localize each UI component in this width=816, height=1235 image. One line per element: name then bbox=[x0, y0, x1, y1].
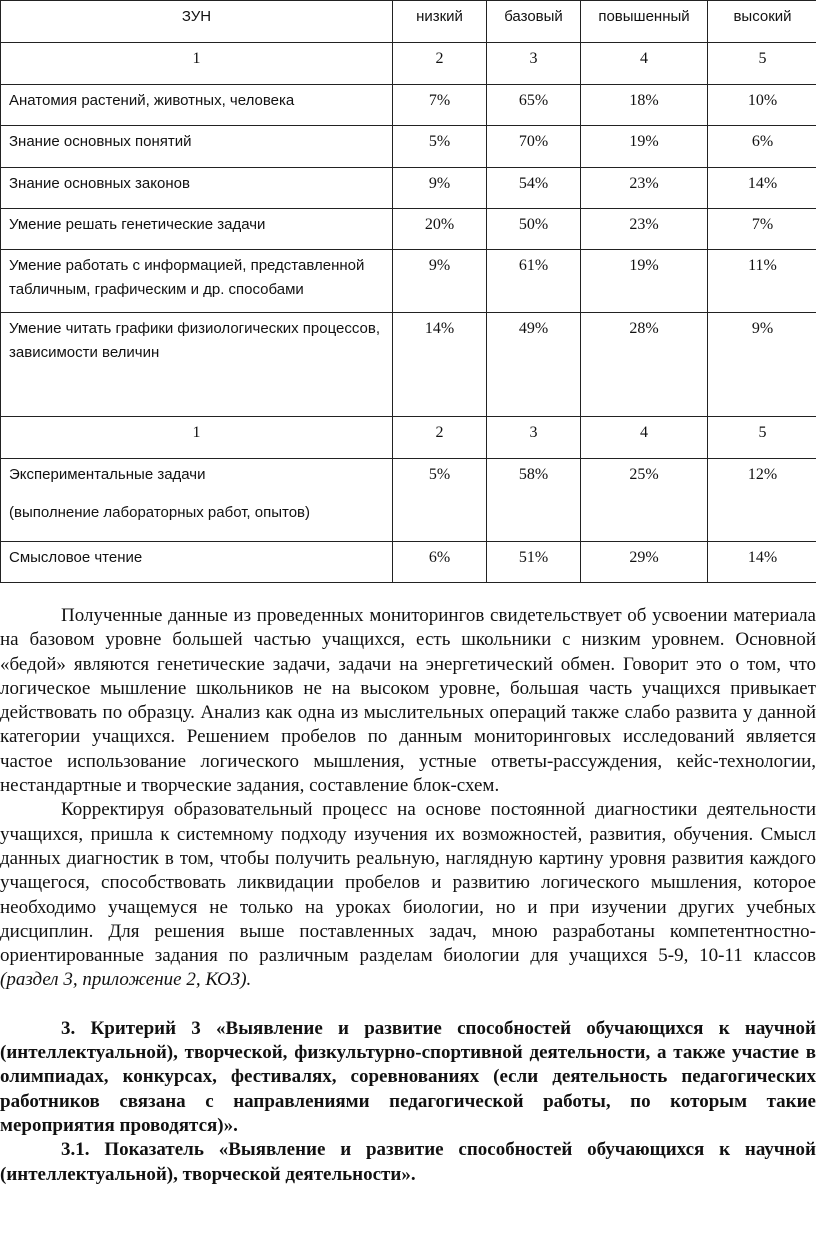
value-cell: 14% bbox=[708, 542, 816, 583]
table-row bbox=[1, 542, 816, 583]
value-cell: 12% bbox=[708, 459, 816, 542]
table-row bbox=[1, 250, 816, 313]
body-text bbox=[0, 604, 816, 1187]
table-row bbox=[1, 313, 816, 417]
value-cell: 19% bbox=[581, 250, 708, 313]
paragraph-diagnostics-text: Корректируя образовательный процесс на основе постоянной диагностики деятельности учащихся, пришла к системному подходу изучения их возможностей, развития, обучения. Смысл данных диагностик в том, чтобы получить реальную, наглядную картину уровня развития каждого учащегося, способствовать ликвидации пробелов и развитию логического мышления, которое необходимо учащемуся не только на уроках биологии, но и при изучении других учебных дисциплин. Для решения выше поставленных задач, мною разработаны компетентностно-ориентированные задания по различным разделам биологии для учащихся 5-9, 10-11 классов bbox=[0, 799, 816, 967]
table-cell: 5 bbox=[708, 417, 816, 459]
skill-cell: Умение читать графики физиологических процессов, зависимости величин bbox=[1, 313, 393, 417]
section-reference: (раздел 3, приложение 2, КОЗ). bbox=[0, 969, 252, 991]
value-cell: 7% bbox=[393, 85, 487, 126]
value-cell: 51% bbox=[487, 542, 581, 583]
table-row bbox=[1, 126, 816, 168]
paragraph-diagnostics bbox=[0, 798, 816, 992]
value-cell: 23% bbox=[581, 209, 708, 250]
value-cell: 49% bbox=[487, 313, 581, 417]
table-cell: 5 bbox=[708, 43, 816, 85]
header-high: высокий bbox=[708, 1, 816, 43]
value-cell: 9% bbox=[708, 313, 816, 417]
table-row bbox=[1, 209, 816, 250]
value-cell: 28% bbox=[581, 313, 708, 417]
skill-cell: Умение решать генетические задачи bbox=[1, 209, 393, 250]
table-cell: 2 bbox=[393, 43, 487, 85]
value-cell: 18% bbox=[581, 85, 708, 126]
table-cell: 1 bbox=[1, 43, 393, 85]
table-cell: 2 bbox=[393, 417, 487, 459]
value-cell: 19% bbox=[581, 126, 708, 168]
indicator-heading: 3.1. Показатель «Выявление и развитие способностей обучающихся к научной (интеллектуальной), творческой деятельности». bbox=[0, 1139, 816, 1185]
value-cell: 11% bbox=[708, 250, 816, 313]
value-cell: 5% bbox=[393, 126, 487, 168]
value-cell: 29% bbox=[581, 542, 708, 583]
results-table bbox=[0, 0, 816, 583]
value-cell: 50% bbox=[487, 209, 581, 250]
value-cell: 25% bbox=[581, 459, 708, 542]
value-cell: 70% bbox=[487, 126, 581, 168]
table-numbering-row bbox=[1, 417, 816, 459]
value-cell: 9% bbox=[393, 250, 487, 313]
table-numbering-row bbox=[1, 43, 816, 85]
value-cell: 6% bbox=[393, 542, 487, 583]
skill-line: Экспериментальные задачи bbox=[9, 466, 206, 483]
table-row bbox=[1, 168, 816, 209]
skill-cell bbox=[1, 459, 393, 542]
value-cell: 14% bbox=[393, 313, 487, 417]
value-cell: 5% bbox=[393, 459, 487, 542]
header-basic: базовый bbox=[487, 1, 581, 43]
table-row bbox=[1, 85, 816, 126]
value-cell: 23% bbox=[581, 168, 708, 209]
value-cell: 61% bbox=[487, 250, 581, 313]
value-cell: 10% bbox=[708, 85, 816, 126]
table-cell: 1 bbox=[1, 417, 393, 459]
skill-cell: Умение работать с информацией, представленной табличным, графическим и др. способами bbox=[1, 250, 393, 313]
table-cell: 4 bbox=[581, 43, 708, 85]
skill-cell: Анатомия растений, животных, человека bbox=[1, 85, 393, 126]
table-cell: 3 bbox=[487, 43, 581, 85]
paragraph-monitoring-results: Полученные данные из проведенных мониторингов свидетельствует об усвоении материала на базовом уровне большей частью учащихся, есть школьники с низким уровнем. Основной «бедой» являются генетические задачи, задачи на энергетический обмен. Говорит это о том, что логическое мышление школьников не на высоком уровне, большая часть учащихся привыкает действовать по образцу. Анализ как одна из мыслительных операций также слабо развита у данной категории учащихся. Решением пробелов по данным мониторинговых исследований является частое использование логического мышления, устные ответы-рассуждения, кейс-технологии, нестандартные и творческие задания, составление блок-схем. bbox=[0, 605, 816, 797]
value-cell: 6% bbox=[708, 126, 816, 168]
value-cell: 14% bbox=[708, 168, 816, 209]
skill-cell: Знание основных законов bbox=[1, 168, 393, 209]
header-advanced: повышенный bbox=[581, 1, 708, 43]
value-cell: 58% bbox=[487, 459, 581, 542]
table-row bbox=[1, 459, 816, 542]
value-cell: 54% bbox=[487, 168, 581, 209]
value-cell: 20% bbox=[393, 209, 487, 250]
value-cell: 65% bbox=[487, 85, 581, 126]
skill-line: (выполнение лабораторных работ, опытов) bbox=[9, 504, 311, 521]
table-header-row bbox=[1, 1, 816, 43]
value-cell: 7% bbox=[708, 209, 816, 250]
table-cell: 3 bbox=[487, 417, 581, 459]
header-low: низкий bbox=[393, 1, 487, 43]
skill-cell: Знание основных понятий bbox=[1, 126, 393, 168]
table-cell: 4 bbox=[581, 417, 708, 459]
value-cell: 9% bbox=[393, 168, 487, 209]
header-zun: ЗУН bbox=[1, 1, 393, 43]
skill-cell: Смысловое чтение bbox=[1, 542, 393, 583]
criterion-heading: 3. Критерий 3 «Выявление и развитие способностей обучающихся к научной (интеллектуальной), творческой, физкультурно-спортивной деятельности, а также участие в олимпиадах, конкурсах, фестивалях, соревнованиях (если деятельность педагогических работников связана с направлениями педагогической работы, по которым такие мероприятия проводятся)». bbox=[0, 1017, 816, 1136]
